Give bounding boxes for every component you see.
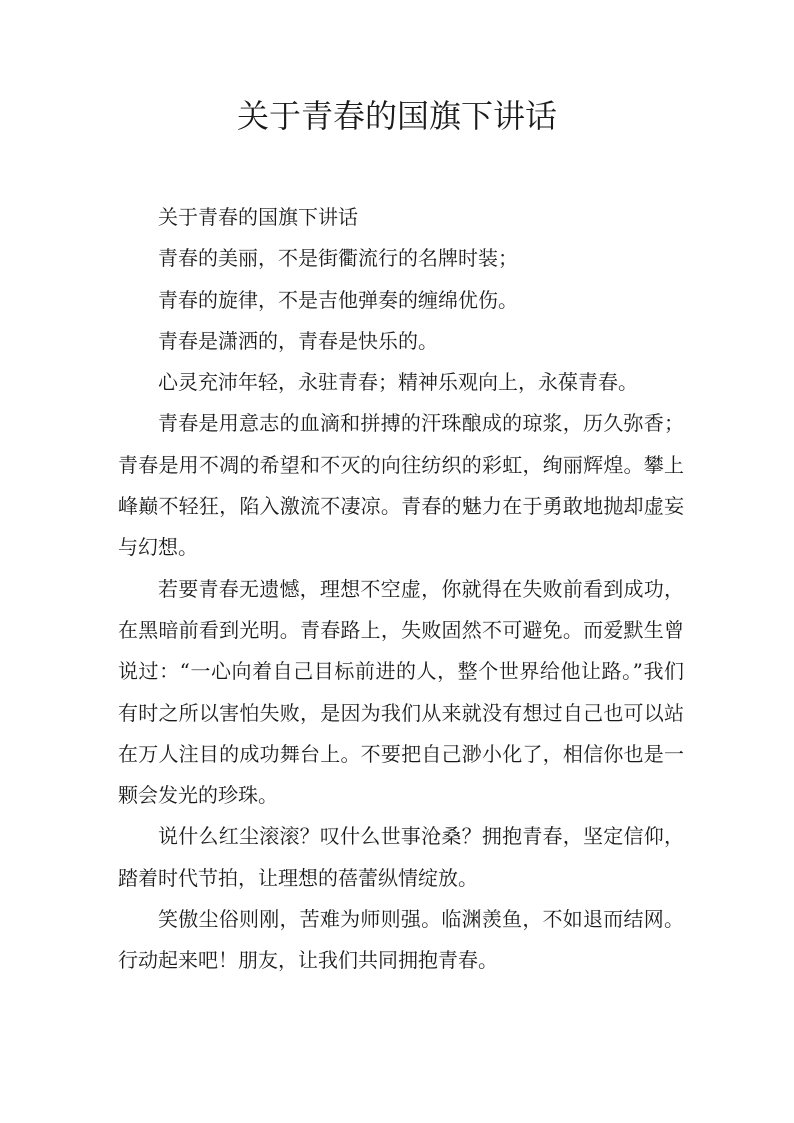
paragraph: 若要青春无遗憾，理想不空虚，你就得在失败前看到成功，在黑暗前看到光明。青春路上，失败固然不可避免。而爱默生曾说过：“一心向着自己目标前进的人，整个世界给他让路。”我们有时之所以害怕失败，是因为我们从来就没有想过自己也可以站在万人注目的成功舞台上。不要把自己渺小化了，相信你也是一颗会发光的珍珠。 — [118, 576, 684, 808]
paragraph: 心灵充沛年轻，永驻青春；精神乐观向上，永葆青春。 — [158, 370, 638, 395]
paragraph: 青春的美丽，不是街衢流行的名牌时装； — [158, 246, 518, 271]
paragraph: 青春是用意志的血滴和拼搏的汗珠酿成的琼浆，历久弥香；青春是用不凋的希望和不灭的向往纺织的彩虹，绚丽辉煌。攀上峰巅不轻狂，陷入激流不凄凉。青春的魅力在于勇敢地抛却虚妄与幻想。 — [118, 411, 684, 560]
paragraph: 说什么红尘滚滚？叹什么世事沧桑？拥抱青春，坚定信仰，踏着时代节拍，让理想的蓓蕾纵情绽放。 — [118, 824, 684, 890]
paragraph: 青春的旋律，不是吉他弹奏的缠绵优伤。 — [158, 287, 518, 312]
paragraph: 关于青春的国旗下讲话 — [158, 205, 358, 229]
document-title: 关于青春的国旗下讲话 — [236, 97, 557, 135]
document-body — [118, 197, 684, 982]
paragraph: 青春是潇洒的，青春是快乐的。 — [158, 328, 438, 353]
paragraph: 笑傲尘俗则刚，苦难为师则强。临渊羡鱼，不如退而结网。行动起来吧！朋友，让我们共同拥抱青春。 — [118, 907, 684, 973]
